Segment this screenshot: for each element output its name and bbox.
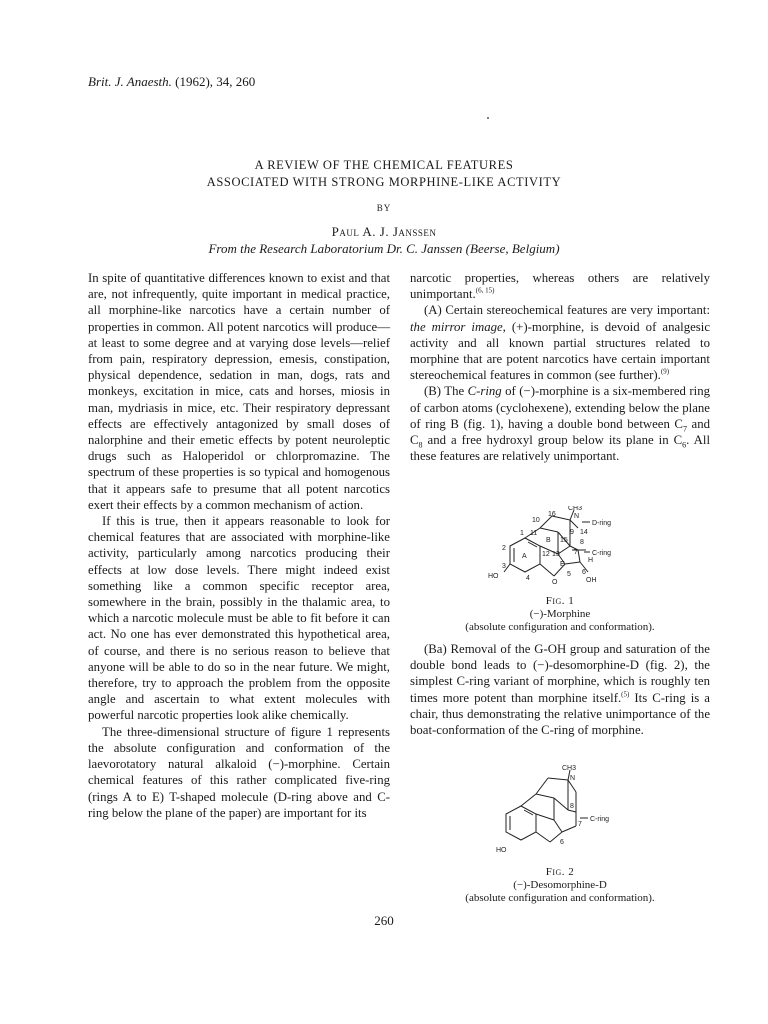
desomorphine-diagram — [476, 764, 646, 864]
bond — [558, 546, 570, 554]
paragraph-structure: The three-dimensional structure of figure 1 represents the absolute configuration and conformation of the laevorotatory natural alkaloid (−)-morphine. Certain chemical features of this rather complicated five-ring (rings A to E) T-shaped molecule (D-ring above and C-ring below the plane of the paper) are important for its — [88, 724, 390, 820]
aromatic-bond — [524, 810, 533, 815]
paragraph-b-text: . All these features are relatively unimportant. — [410, 433, 710, 464]
label-d-ring: D-ring — [592, 520, 612, 527]
bond — [578, 550, 580, 562]
running-header — [88, 74, 255, 90]
label-atom-6: 6 — [582, 569, 586, 576]
label-oh: OH — [586, 577, 597, 584]
paragraph-b-emphasis: C-ring — [467, 384, 502, 399]
label-ch3: CH3 — [568, 506, 583, 512]
bond — [568, 810, 576, 812]
paragraph-a-lead: (A) Certain stereochemical features are very important: — [424, 303, 710, 318]
label-atom-10: 10 — [532, 517, 540, 524]
figure-2-structure — [476, 764, 646, 864]
bond — [562, 826, 576, 832]
label-atom-11: 11 — [530, 530, 538, 537]
label-atom-6: 6 — [560, 839, 564, 846]
reference-mark: (5) — [621, 690, 630, 699]
bond — [570, 520, 578, 528]
label-atom-15: 15 — [560, 537, 568, 544]
figure-1-number: Fig. 1 — [545, 595, 575, 607]
label-atom-7: 7 — [574, 549, 578, 556]
paragraph-ba-text: (Ba) Removal of the G-OH group and saturation of the double bond leads to (−)-desomorphine-D (fig. 2), the simplest C-ring variant of morphine, which is roughly ten times more potent than morphine itself. — [410, 642, 710, 705]
subscript: 8 — [418, 440, 423, 450]
journal-citation: (1962), 34, 260 — [175, 74, 256, 89]
paragraph-a — [410, 302, 710, 383]
paragraph-b-text: and a free hydroxyl group below its plane in C — [422, 433, 683, 448]
continuation-text: narcotic properties, whereas others are relatively unimportant. — [410, 271, 710, 302]
label-ring-a: A — [522, 553, 527, 560]
paragraph-intro: In spite of quantitative differences known to exist and that are, not infrequently, quite important in medical practice, all morphine-like narcotics have a certain number of properties in common. All potent narcotics will produce—at least to some degree and at varying dose levels—relief from pain, respiratory depression, emesis, constipation, physical dependence, sedation in man, dogs, rats and monkeys, excitation in mice, cats and horses, miosis in man, mydriasis in mice, etc. Their respiratory depressant effects are effectively antagonized by small doses of nalorphine and their emetic effects by potent neuroleptic drugs such as Haloperidol or chlorpromazine. The spectrum of these properties is so typical and homogenous that it appears safe to presume that all potent narcotics exert their effects by a common mechanism of action. — [88, 271, 390, 512]
label-h: H — [588, 557, 594, 564]
speck-mark — [487, 117, 489, 119]
label-o: O — [552, 579, 558, 586]
paragraph-b — [410, 383, 710, 464]
title-line-1: A REVIEW OF THE CHEMICAL FEATURES — [254, 158, 514, 172]
subscript: 6 — [682, 440, 687, 450]
journal-name: Brit. J. Anaesth. — [88, 74, 172, 89]
bond — [536, 794, 554, 798]
bond — [554, 820, 562, 832]
label-c-ring: C-ring — [592, 550, 612, 557]
paragraph-a-emphasis: the mirror image — [410, 319, 503, 334]
label-atom-12: 12 — [542, 551, 550, 558]
figure-1-structure — [470, 506, 650, 594]
figure-2-description: (absolute configuration and conformation). — [465, 892, 655, 904]
bond — [565, 562, 580, 564]
label-atom-8: 8 — [570, 803, 574, 810]
reference-mark: (9) — [660, 367, 670, 376]
label-atom-5: 5 — [567, 571, 571, 578]
figure-2-title: (−)-Desomorphine-D — [513, 879, 607, 891]
figure-1-title: (−)-Morphine — [529, 608, 591, 620]
label-atom-9: 9 — [570, 529, 574, 536]
paragraph-continuation — [410, 270, 710, 302]
page-number: 260 — [374, 913, 394, 928]
label-ho: HO — [488, 573, 499, 580]
label-ch3: CH3 — [562, 765, 577, 772]
by-line: BY — [376, 203, 392, 213]
paragraph-b-lead: (B) The — [424, 384, 468, 399]
label-atom-3: 3 — [502, 563, 506, 570]
paragraph-receptor: If this is true, then it appears reasonable to look for chemical features that are associated with morphine-like activity, particularly among narcotics producing their effects at low dose levels. There might indeed exist something like a common specific receptor area, somewhere in the brain, possibly in the thalamic area, to which a narcotic molecule must be able to fit before it can act. No one has ever demonstrated this hypothetical area, of course, and there is no serious reason to believe that anyone will be able to do so in the near future. We might, therefore, try to approach the problem from the opposite angle and ascertain to what extent molecules with powerful narcotic properties look alike chemically. — [88, 514, 390, 723]
right-column-middle — [410, 641, 710, 738]
label-ring-e: E — [560, 561, 565, 568]
label-n: N — [574, 513, 580, 520]
morphine-diagram — [470, 506, 650, 594]
figure-2-number: Fig. 2 — [545, 866, 575, 878]
bond — [554, 798, 568, 810]
reference-mark: (6, 15) — [475, 286, 495, 295]
paragraph-b-text: and C — [410, 416, 710, 448]
bond — [536, 778, 548, 794]
bond — [540, 564, 554, 576]
label-atom-13: 13 — [552, 551, 560, 558]
paragraph-ba — [410, 641, 710, 738]
paragraph-b-text: of (−)-morphine is a six-membered ring of carbon atoms (cyclohexene), extending below the plane of ring B (fig. 1), having a double bond between C — [410, 384, 710, 431]
label-atom-1: 1 — [520, 530, 524, 537]
label-n: N — [570, 775, 576, 782]
bond — [536, 832, 550, 842]
figure-1-caption — [410, 595, 710, 634]
label-atom-7: 7 — [578, 821, 582, 828]
label-atom-8: 8 — [580, 539, 584, 546]
title-line-2: ASSOCIATED WITH STRONG MORPHINE-LIKE ACTIVITY — [206, 175, 562, 189]
label-atom-4: 4 — [526, 575, 530, 582]
figure-1-description: (absolute configuration and conformation). — [465, 621, 655, 633]
label-atom-14: 14 — [580, 529, 588, 536]
bond — [536, 814, 554, 820]
paragraph-ba-text: Its C-ring is a chair, thus demonstrating the relative unimportance of the boat-conformation of the C-ring of morphine. — [410, 690, 710, 738]
subscript: 7 — [682, 424, 687, 434]
label-atom-16: 16 — [548, 511, 556, 518]
label-atom-2: 2 — [502, 545, 506, 552]
bond — [521, 794, 536, 806]
bond — [548, 778, 568, 780]
bond — [540, 528, 558, 532]
label-ring-b: B — [546, 537, 551, 544]
author-affiliation: From the Research Laboratorium Dr. C. Janssen (Beerse, Belgium) — [208, 241, 560, 256]
author-name: Paul A. J. Janssen — [331, 224, 437, 239]
aromatic-bond — [528, 542, 537, 547]
left-column — [88, 270, 390, 821]
right-column-top — [410, 270, 710, 464]
desomorphine-bonds — [506, 770, 588, 842]
paragraph-a-text: , (+)-morphine, is devoid of analgesic activity and all known partial structures related to morphine that are potent narcotics have certain important stereochemical features in common (see further). — [410, 319, 710, 383]
figure-2-caption — [410, 866, 710, 905]
article-title — [0, 157, 768, 191]
label-ho: HO — [496, 847, 507, 854]
label-c-ring: C-ring — [590, 816, 610, 823]
